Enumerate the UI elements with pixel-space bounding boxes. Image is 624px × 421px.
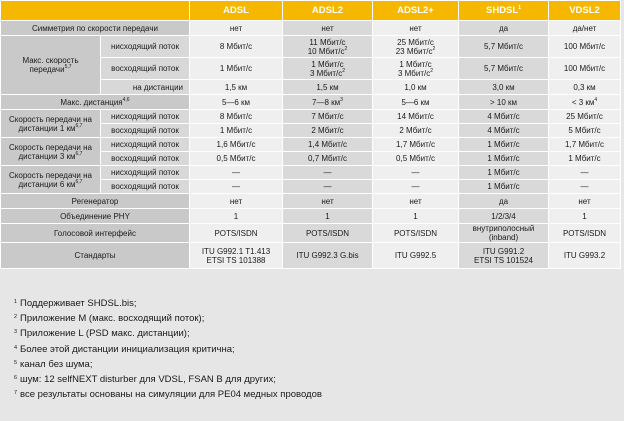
footnote-number: 7 — [14, 390, 18, 397]
footnote-text: канал без шума; — [20, 358, 93, 370]
max-rate-dist-cell: 1,0 км — [373, 80, 459, 95]
rate-1km-up-cell: 2 Мбит/с — [283, 124, 373, 138]
footnote-text: Более этой дистанции инициализация критична; — [20, 343, 235, 355]
voice-interface-cell: внутриполосный (inband) — [459, 224, 549, 243]
rate-1km-down-cell: 7 Мбит/с — [283, 110, 373, 124]
rate-1km-down-cell: 4 Мбит/с — [459, 110, 549, 124]
max-rate-down-cell: 25 Мбит/с 23 Мбит/$с^2$ — [373, 36, 459, 58]
rate-1km-down-cell: 8 Мбит/с — [190, 110, 283, 124]
max-rate-dist-label: на дистанции — [101, 80, 190, 95]
voice-interface-label: Голосовой интерфейс — [1, 224, 190, 243]
symmetry-cell: нет — [190, 21, 283, 36]
max-rate-dist-cell: 3,0 км — [459, 80, 549, 95]
max-distance-cell: 5—6 км — [373, 95, 459, 110]
rate-1km-up-cell: 2 Мбит/с — [373, 124, 459, 138]
max-rate-down-cell: 8 Мбит/с — [190, 36, 283, 58]
rate-3km-down-row — [1, 138, 621, 152]
phy-bonding-cell: 1 — [549, 209, 621, 224]
footnote-number: 3 — [14, 329, 18, 336]
rate-3km-down-label: нисходящий поток — [101, 138, 190, 152]
rate-3km-down-cell: 1,4 Мбит/с — [283, 138, 373, 152]
rate-6km-down-cell: — — [190, 166, 283, 180]
symmetry-cell: да/нет — [549, 21, 621, 36]
footnote-number: 4 — [14, 344, 18, 351]
regenerator-cell: нет — [549, 194, 621, 209]
max-rate-down-label: нисходящий поток — [101, 36, 190, 58]
rate-6km-down-cell: — — [373, 166, 459, 180]
max-rate-dist-cell: 1,5 км — [190, 80, 283, 95]
phy-bonding-cell: 1 — [373, 209, 459, 224]
rate-1km-down-label: нисходящий поток — [101, 110, 190, 124]
max-distance-row — [1, 95, 621, 110]
footnote-2 — [14, 311, 322, 326]
rate-3km-down-cell: 1,7 Мбит/с — [373, 138, 459, 152]
max-rate-dist-cell: 1,5 км — [283, 80, 373, 95]
max-rate-down-cell: 100 Мбит/с — [549, 36, 621, 58]
footnote-5 — [14, 357, 322, 372]
max-rate-label: Макс. скорость передачи$^{5,7}$ — [1, 36, 101, 95]
symmetry-cell: нет — [283, 21, 373, 36]
rate-6km-up-cell: — — [549, 180, 621, 194]
voice-interface-row — [1, 224, 621, 243]
max-rate-down-row — [1, 36, 621, 58]
standards-row — [1, 243, 621, 269]
regenerator-cell: нет — [373, 194, 459, 209]
standards-label: Стандарты — [1, 243, 190, 269]
header-shdsl: SHDSL$^1$ — [459, 1, 549, 21]
rate-3km-down-cell: 1,7 Мбит/с — [549, 138, 621, 152]
symmetry-row — [1, 21, 621, 36]
symmetry-cell: нет — [373, 21, 459, 36]
rate-6km-up-label: восходящий поток — [101, 180, 190, 194]
max-distance-cell: < 3 $км^4$ — [549, 95, 621, 110]
rate-6km-down-cell: — — [283, 166, 373, 180]
regenerator-cell: нет — [283, 194, 373, 209]
rate-3km-down-cell: 1 Мбит/с — [459, 138, 549, 152]
footnote-6 — [14, 372, 322, 387]
rate-6km-up-cell: 1 Мбит/с — [459, 180, 549, 194]
phy-bonding-cell: 1 — [190, 209, 283, 224]
max-rate-up-cell: 1 Мбит/с — [190, 58, 283, 80]
max-rate-up-cell: 1 Мбит/с 3 Мбит/$с^2$ — [283, 58, 373, 80]
standards-cell: ITU G991.2 ETSI TS 101524 — [459, 243, 549, 269]
voice-interface-cell: POTS/ISDN — [373, 224, 459, 243]
rate-1km-down-cell: 14 Мбит/с — [373, 110, 459, 124]
rate-1km-label: Скорость передачи на дистанции 1 км$^{6,7}$ — [1, 110, 101, 138]
footnote-number: 5 — [14, 359, 18, 366]
footnote-text: все результаты основаны на симуляции для PE04 медных проводов — [20, 389, 322, 401]
rate-1km-up-cell: 4 Мбит/с — [459, 124, 549, 138]
phy-bonding-label: Объединение PHY — [1, 209, 190, 224]
header-row — [1, 1, 621, 21]
footnote-number: 2 — [14, 314, 18, 321]
rate-1km-down-cell: 25 Мбит/с — [549, 110, 621, 124]
phy-bonding-row — [1, 209, 621, 224]
footnote-text: Поддерживает SHDSL.bis; — [20, 298, 137, 309]
voice-interface-cell: POTS/ISDN — [549, 224, 621, 243]
phy-bonding-cell: 1/2/3/4 — [459, 209, 549, 224]
footnote-7 — [14, 387, 322, 402]
rate-6km-up-cell: — — [373, 180, 459, 194]
regenerator-cell: нет — [190, 194, 283, 209]
footnote-3 — [14, 326, 322, 341]
rate-6km-up-cell: — — [283, 180, 373, 194]
rate-1km-up-label: восходящий поток — [101, 124, 190, 138]
regenerator-cell: да — [459, 194, 549, 209]
max-distance-cell: > 10 км — [459, 95, 549, 110]
max-distance-cell: 7—8 $км^3$ — [283, 95, 373, 110]
rate-1km-up-cell: 5 Мбит/с — [549, 124, 621, 138]
rate-3km-up-cell: 0,7 Мбит/с — [283, 152, 373, 166]
regenerator-label: Регенератор — [1, 194, 190, 209]
rate-6km-down-row — [1, 166, 621, 180]
voice-interface-cell: POTS/ISDN — [190, 224, 283, 243]
rate-3km-up-cell: 1 Мбит/с — [459, 152, 549, 166]
header-adsl2: ADSL2 — [283, 1, 373, 21]
max-rate-up-cell: 5,7 Мбит/с — [459, 58, 549, 80]
footnote-number: 1 — [14, 299, 18, 305]
footnote-text: шум: 12 selfNEXT disturber для VDSL, FSAN B для других; — [20, 374, 276, 386]
rate-3km-up-cell: 0,5 Мбит/с — [190, 152, 283, 166]
rate-6km-down-cell: — — [549, 166, 621, 180]
header-adsl2plus: ADSL2+ — [373, 1, 459, 21]
symmetry-cell: да — [459, 21, 549, 36]
voice-interface-cell: POTS/ISDN — [283, 224, 373, 243]
header-empty — [1, 1, 190, 21]
max-rate-up-cell: 1 Мбит/с 3 Мбит/$с^2$ — [373, 58, 459, 80]
symmetry-label: Симметрия по скорости передачи — [1, 21, 190, 36]
footnote-4 — [14, 342, 322, 357]
rate-1km-up-cell: 1 Мбит/с — [190, 124, 283, 138]
phy-bonding-cell: 1 — [283, 209, 373, 224]
standards-cell: ITU G993.2 — [549, 243, 621, 269]
rate-3km-up-cell: 0,5 Мбит/с — [373, 152, 459, 166]
footnote-1 — [14, 296, 322, 311]
standards-cell: ITU G992.3 G.bis — [283, 243, 373, 269]
standards-cell: ITU G992.5 — [373, 243, 459, 269]
rate-3km-up-cell: 1 Мбит/с — [549, 152, 621, 166]
rate-3km-down-cell: 1,6 Мбит/с — [190, 138, 283, 152]
rate-3km-label: Скорость передачи на дистанции 3 км$^{6,7}$ — [1, 138, 101, 166]
footnote-number: 6 — [14, 375, 18, 382]
rate-3km-up-label: восходящий поток — [101, 152, 190, 166]
max-rate-down-cell: 11 Мбит/с 10 Мбит/$с^2$ — [283, 36, 373, 58]
footnote-text: Приложение M (макс. восходящий поток); — [20, 313, 205, 325]
regenerator-row — [1, 194, 621, 209]
header-vdsl2: VDSL2 — [549, 1, 621, 21]
standards-cell: ITU G992.1 T1.413 ETSI TS 101388 — [190, 243, 283, 269]
header-adsl: ADSL — [190, 1, 283, 21]
rate-1km-down-row — [1, 110, 621, 124]
max-distance-cell: 5—6 км — [190, 95, 283, 110]
max-rate-up-label: восходящий поток — [101, 58, 190, 80]
rate-6km-label: Скорость передачи на дистанции 6 км$^{6,7}$ — [1, 166, 101, 194]
footnote-text: Приложение L (PSD макс. дистанции); — [20, 328, 190, 340]
footnotes — [14, 296, 322, 402]
rate-6km-down-cell: 1 Мбит/с — [459, 166, 549, 180]
rate-6km-up-cell: — — [190, 180, 283, 194]
max-rate-dist-cell: 0,3 км — [549, 80, 621, 95]
max-distance-label: Макс. дистанция$^{4,6}$ — [1, 95, 190, 110]
max-rate-up-cell: 100 Мбит/с — [549, 58, 621, 80]
rate-6km-down-label: нисходящий поток — [101, 166, 190, 180]
max-rate-down-cell: 5,7 Мбит/с — [459, 36, 549, 58]
